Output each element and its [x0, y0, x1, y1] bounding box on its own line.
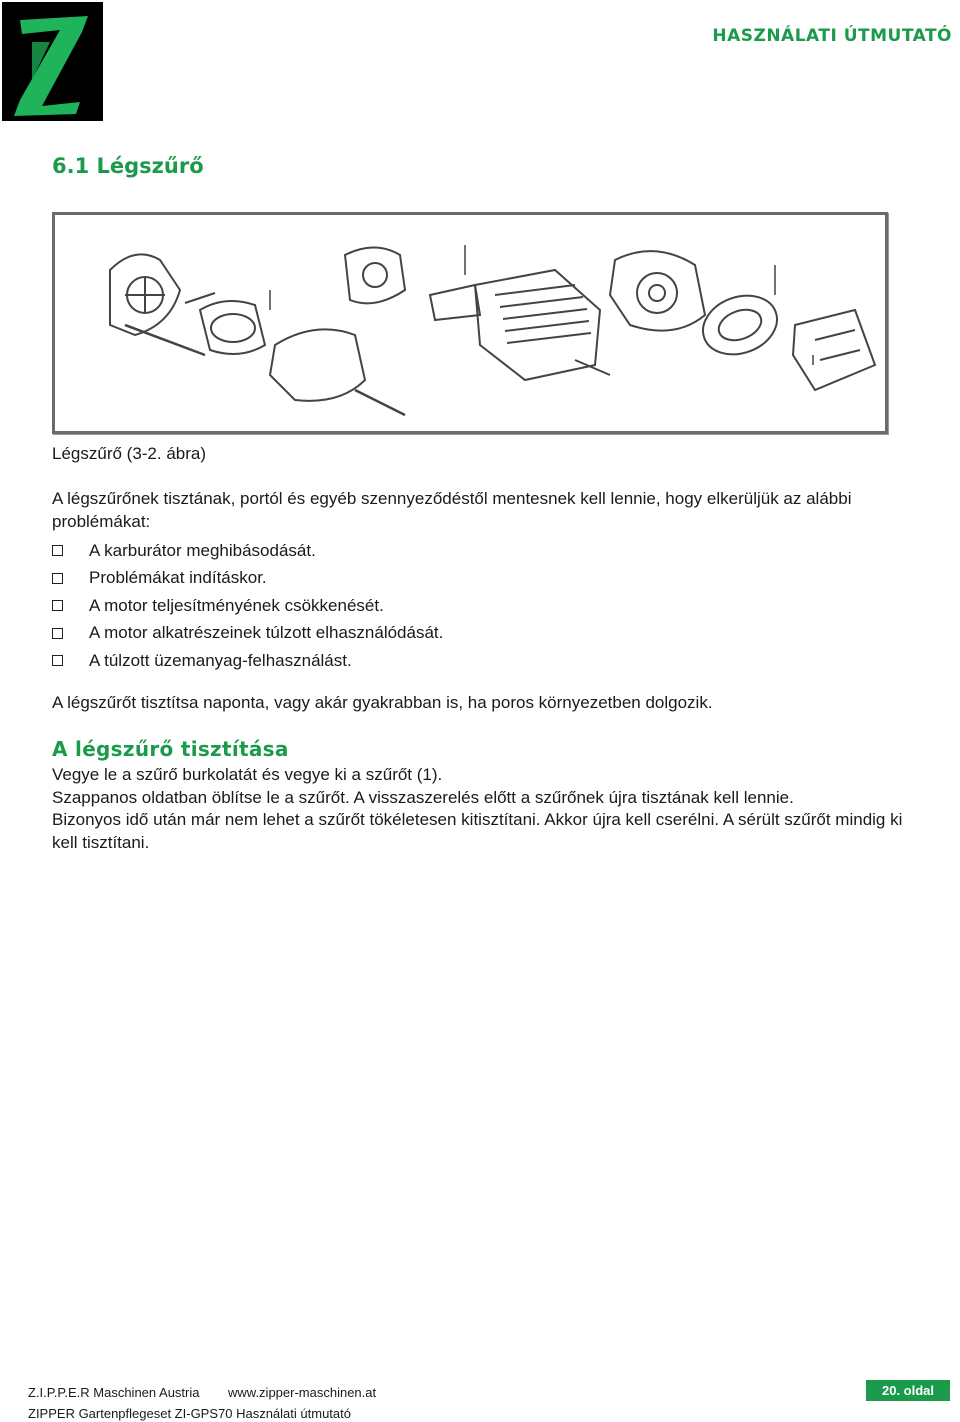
- checkbox-bullet-icon: [52, 573, 63, 584]
- instruction-line: Szappanos oldatban öblítse le a szűrőt. A visszaszerelés előtt a szűrőnek újra tisztának kell lennie.: [52, 787, 794, 807]
- problem-list: [52, 537, 443, 675]
- list-item: A karburátor meghibásodását.: [52, 537, 443, 565]
- checkbox-bullet-icon: [52, 545, 63, 556]
- instruction-line: Bizonyos idő után már nem lehet a szűrőt tökéletesen kitisztítani. Akkor újra kell cserélni. A sérült szűrőt mindig ki kell tisztítani.: [52, 810, 903, 852]
- intro-paragraph: A légszűrőnek tisztának, portól és egyéb szennyeződéstől mentesnek kell lennie, hogy elkerüljük az alábbi problémákat:: [52, 489, 852, 531]
- air-filter-exploded-diagram: [52, 212, 888, 434]
- cleaning-heading: A légszűrő tisztítása: [52, 737, 289, 761]
- daily-cleaning-note: A légszűrőt tisztítsa naponta, vagy akár gyakrabban is, ha poros környezetben dolgozik.: [52, 693, 713, 712]
- checkbox-bullet-icon: [52, 655, 63, 666]
- footer-url: www.zipper-maschinen.at: [228, 1385, 377, 1400]
- cleaning-instructions: [52, 764, 922, 854]
- instruction-line: Vegye le a szűrő burkolatát és vegye ki a szűrőt (1).: [52, 765, 443, 784]
- zipper-logo: [2, 2, 103, 121]
- footer-product: ZIPPER Gartenpflegeset ZI-GPS70 Használati útmutató: [28, 1406, 351, 1421]
- page-number-badge: 20. oldal: [866, 1380, 950, 1401]
- list-item: A motor teljesítményének csökkenését.: [52, 592, 443, 620]
- list-item: A túlzott üzemanyag-felhasználást.: [52, 647, 443, 675]
- list-item: A motor alkatrészeinek túlzott elhasználódását.: [52, 620, 443, 648]
- list-item: Problémákat indításkor.: [52, 565, 443, 593]
- figure-caption: Légszűrő (3-2. ábra): [52, 444, 207, 463]
- manual-header-title: HASZNÁLATI ÚTMUTATÓ: [712, 26, 952, 46]
- section-title: 6.1 Légszűrő: [52, 154, 204, 178]
- checkbox-bullet-icon: [52, 628, 63, 639]
- footer-company: Z.I.P.P.E.R Maschinen Austria: [28, 1385, 200, 1400]
- checkbox-bullet-icon: [52, 600, 63, 611]
